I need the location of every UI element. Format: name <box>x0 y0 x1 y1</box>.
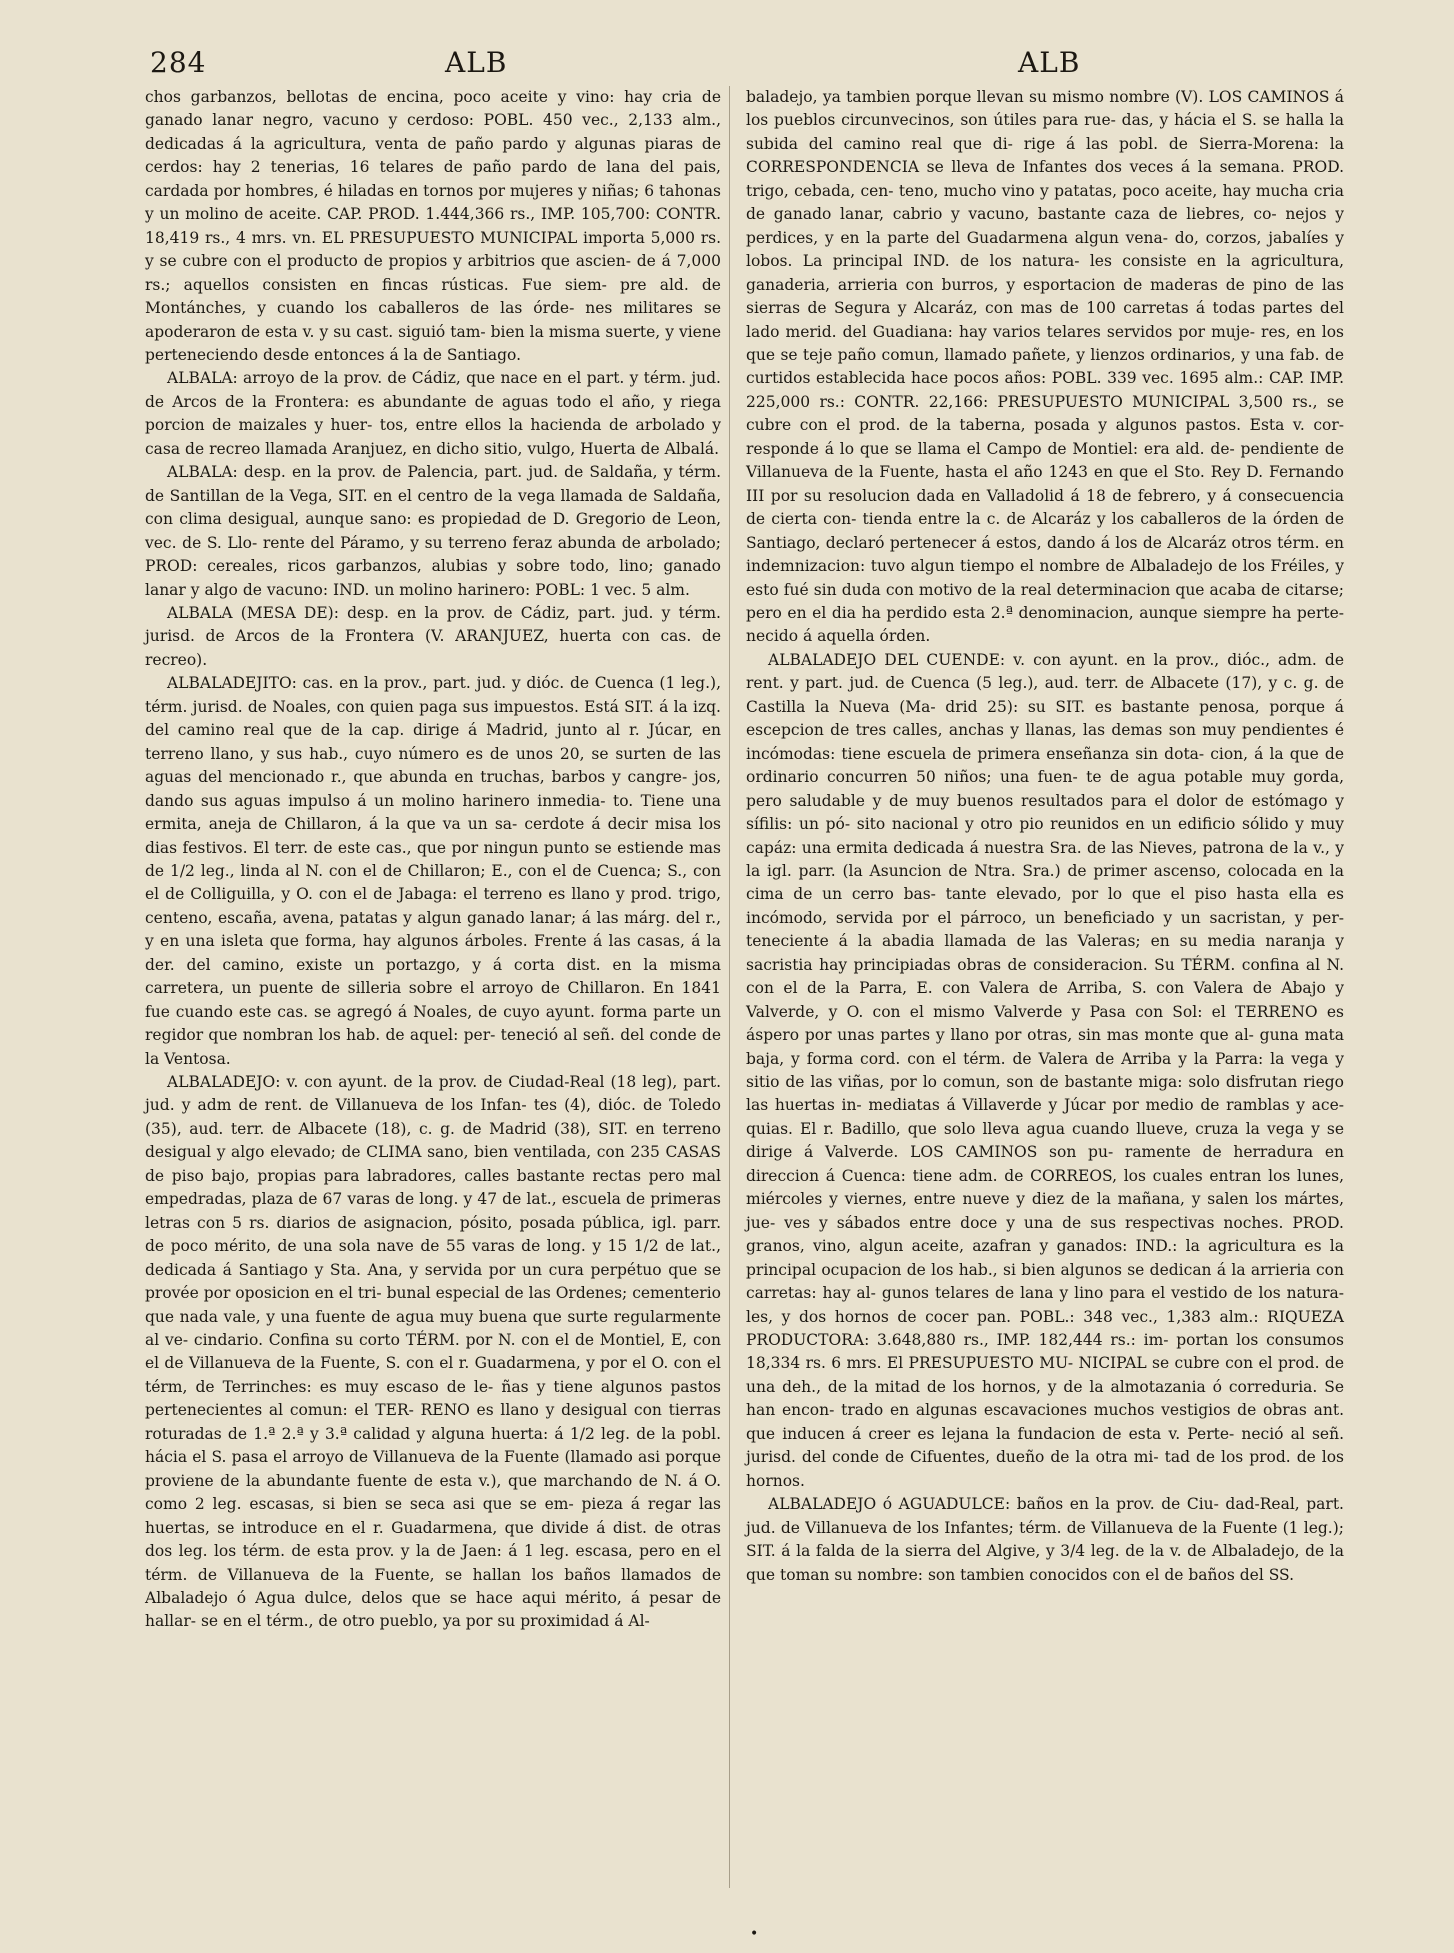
entry-albala-arroyo: ALBALA: arroyo de la prov. de Cádiz, que nace en el part. y térm. jud. de Arcos de la Frontera: es abundante de aguas todo el año, y riega porcion de maizales y huer- tos, entre ellos la hacienda de arbolado y casa de recreo llamada Aranjuez, en dicho sitio, vulgo, Huerta de Albalá. <box>145 369 721 458</box>
entry-albala-desp: ALBALA: desp. en la prov. de Palencia, part. jud. de Saldaña, y térm. de Santillan de la Vega, SIT. en el centro de la vega llamada de Saldaña, con clima desigual, aunque sano: es propiedad de D. Gregorio de Leon, vec. de S. Llo- rente del Páramo, y su terreno feraz abunda de arbolado; PROD: cereales, ricos garbanzos, alubias y sobre todo, lino; ganado lanar y algo de vacuno: IND. un molino harinero: POBL: 1 vec. 5 alm. <box>145 463 721 599</box>
page-number: 284 <box>150 46 207 79</box>
entry-albaladejo: ALBALADEJO: v. con ayunt. de la prov. de Ciudad-Real (18 leg), part. jud. y adm de rent. de Villanueva de los Infan- tes (4), dióc. de Toledo (35), aud. terr. de Albacete (18), c. g. de Madrid (38), SIT. en terreno desigual y algo elevado; de CLIMA sano, bien ventilada, con 235 CASAS de piso bajo, propias para labradores, calles bastante rectas pero mal empedradas, plaza de 67 varas de long. y 47 de lat., escuela de primeras letras con 5 rs. diarios de asignacion, pósito, posada pública, igl. parr. de poco mérito, de una sola nave de 55 varas de long. y 15 1/2 de lat., dedicada á Santiago y Sta. Ana, y servida por un cura perpétuo que se provée por oposicion en el tri- bunal especial de las Ordenes; cementerio que nada vale, y una fuente de agua muy buena que surte regularmente al ve- cindario. Confina su corto TÉRM. por N. con el de Montiel, E, con el de Villanueva de la Fuente, S. con el r. Guadarmena, y por el O. con el térm, de Terrinches: es muy escaso de le- ñas y tiene algunos pastos pertenecientes al comun: el TER- RENO es llano y desigual con tierras roturadas de 1.ª 2.ª y 3.ª calidad y alguna huerta: á 1/2 leg. de la pobl. hácia el S. pasa el arroyo de Villanueva de la Fuente (llamado asi porque proviene de la abundante fuente de esta v.), que marchando de N. á O. como 2 leg. escasas, si bien se seca asi que se em- pieza á regar las huertas, se introduce en el r. Guadarmena, que divide á dist. de otras dos leg. los térm. de esta prov. y la de Jaen: á 1 leg. escasa, pero en el térm. de Villanueva de la Fuente, se hallan los baños llamados de Albaladejo ó Agua dulce, delos que se hace aqui mérito, á pesar de hallar- se en el térm., de otro pueblo, ya por su proximidad á Al- <box>145 1073 721 1631</box>
running-head-right: ALB <box>1018 46 1081 79</box>
column-divider <box>729 86 730 1888</box>
footer-mark: • <box>750 1926 759 1942</box>
entry-albaladejo-aguadulce: ALBALADEJO ó AGUADULCE: baños en la prov. de Ciu- dad-Real, part. jud. de Villanueva de los Infantes; térm. de Villanueva de la Fuente (1 leg.); SIT. á la falda de la sierra del Algive, y 3/4 leg. de la v. de Albaladejo, de la que toman su nombre: son tambien conocidos con el de baños del SS. <box>746 1495 1344 1584</box>
right-column <box>746 86 1344 1587</box>
paragraph: baladejo, ya tambien porque llevan su mismo nombre (V). LOS CAMINOS á los pueblos circunvecinos, son útiles para rue- das, y hácia el S. se halla la subida del camino real que di- rige á las pobl. de Sierra-Morena: la CORRESPONDENCIA se lleva de Infantes dos veces á la semana. PROD. trigo, cebada, cen- teno, mucho vino y patatas, poco aceite, hay mucha cria de ganado lanar, cabrio y vacuno, bastante caza de liebres, co- nejos y perdices, y en la parte del Guadarmena algun vena- do, corzos, jabalíes y lobos. La principal IND. de los natura- les consiste en la agricultura, ganaderia, arrieria con burros, y esportacion de maderas de pino de las sierras de Segura y Alcaráz, con mas de 100 carretas á todas partes del lado merid. del Guadiana: hay varios telares servidos por muje- res, en los que se teje paño comun, llamado pañete, y lienzos ordinarios, y una fab. de curtidos establecida hace pocos años: POBL. 339 vec. 1695 alm.: CAP. IMP. 225,000 rs.: CONTR. 22,166: PRESUPUESTO MUNICIPAL 3,500 rs., se cubre con el prod. de la taberna, posada y algunos pastos. Esta v. cor- responde á lo que se llama el Campo de Montiel: era ald. de- pendiente de Villanueva de la Fuente, hasta el año 1243 en que el Sto. Rey D. Fernando III por su resolucion dada en Valladolid á 18 de febrero, y á consecuencia de cierta con- tienda entre la c. de Alcaráz y los caballeros de la órden de Santiago, declaró pertenecer á estos, dando á los de Alcaráz otros térm. en indemnizacion: tuvo algun tiempo el nombre de Albaladejo de los Fréiles, y esto fué sin duda con motivo de la real determinacion que acaba de citarse; pero en el dia ha perdido esta 2.ª denominacion, aunque siempre ha perte- necido á aquella órden. <box>746 88 1344 646</box>
entry-albaladejito: ALBALADEJITO: cas. en la prov., part. jud. y dióc. de Cuenca (1 leg.), térm. jurisd. de Noales, con quien paga sus impuestos. Está SIT. á la izq. del camino real que de la cap. dirige á Madrid, junto al r. Júcar, en terreno llano, y sus hab., cuyo número es de unos 20, se surten de las aguas del mencionado r., que abunda en truchas, barbos y cangre- jos, dando sus aguas impulso á un molino harinero inmedia- to. Tiene una ermita, aneja de Chillaron, á la que va un sa- cerdote á decir misa los dias festivos. El terr. de este cas., que por ningun punto se estiende mas de 1/2 leg., linda al N. con el de Chillaron; E., con el de Cuenca; S., con el de Colliguilla, y O. con el de Jabaga: el terreno es llano y prod. trigo, centeno, escaña, avena, patatas y algun ganado lanar; á las márg. del r., y en una isleta que forma, hay algunos árboles. Frente á las casas, á la der. del camino, existe un portazgo, y á corta dist. en la misma carretera, un puente de silleria sobre el arroyo de Chillaron. En 1841 fue cuando este cas. se agregó á Noales, de cuyo ayunt. forma parte un regidor que nombran los hab. de aquel: per- teneció al señ. del conde de la Ventosa. <box>145 674 721 1068</box>
entry-albaladejo-del-cuende: ALBALADEJO DEL CUENDE: v. con ayunt. en la prov., dióc., adm. de rent. y part. jud. de Cuenca (5 leg.), aud. terr. de Albacete (17), y c. g. de Castilla la Nueva (Ma- drid 25): su SIT. es bastante penosa, porque á escepcion de tres calles, anchas y llanas, las demas son muy pendientes é incómodas: tiene escuela de primera enseñanza sin dota- cion, á la que de ordinario concurren 50 niños; una fuen- te de agua potable muy gorda, pero saludable y de muy buenos resultados para el dolor de estómago y sífilis: un pó- sito nacional y otro pio reunidos en un edificio sólido y muy capáz: una ermita dedicada á nuestra Sra. de las Nieves, patrona de la v., y la igl. parr. (la Asuncion de Ntra. Sra.) de primer ascenso, colocada en la cima de un cerro bas- tante elevado, por lo que el piso hasta ella es incómodo, servida por el párroco, un beneficiado y un sacristan, y per- teneciente á la abadia llamada de las Valeras; en su media naranja y sacristia hay principiadas obras de consideracion. Su TÉRM. confina al N. con el de la Parra, E. con Valera de Arriba, S. con Valera de Abajo y Valverde, y O. con el mismo Valverde y Pasa con Sol: el TERRENO es áspero por unas partes y llano por otras, sin mas monte que al- guna mata baja, y forma cord. con el térm. de Valera de Arriba y la Parra: la vega y sitio de las viñas, por lo comun, son de bastante miga: solo disfrutan riego las huertas in- mediatas á Villaverde y Júcar por medio de ramblas y ace- quias. El r. Badillo, que solo lleva agua cuando llueve, cruza la vega y se dirige á Valverde. LOS CAMINOS son pu- ramente de herradura en direccion á Cuenca: tiene adm. de CORREOS, los cuales entran los lunes, miércoles y viernes, entre nueve y diez de la mañana, y salen los mártes, jue- ves y sábados entre doce y una de sus respectivas noches. PROD. granos, vino, algun aceite, azafran y ganados: IND.: la agricultura es la principal ocupacion de los hab., si bien algunos se dedican á la arrieria con carretas: hay al- gunos telares de lana y lino para el vestido de los natura- les, y dos hornos de cocer pan. POBL.: 348 vec., 1,383 alm.: RIQUEZA PRODUCTORA: 3.648,880 rs., IMP. 182,444 rs.: im- portan los consumos 18,334 rs. 6 mrs. El PRESUPUESTO MU- NICIPAL se cubre con el prod. de una deh., de la mitad de los hornos, y de la almotazania ó correduria. Se han encon- trado en algunas escavaciones muchos vestigios de obras ant. que inducen á creer es lejana la fundacion de esta v. Perte- neció al señ. jurisd. del conde de Cifuentes, dueño de la otra mi- tad de los prod. de los hornos. <box>746 650 1344 1490</box>
entry-albala-mesa: ALBALA (MESA DE): desp. en la prov. de Cádiz, part. jud. y térm. jurisd. de Arcos de la Frontera (V. ARANJUEZ, huerta con cas. de recreo). <box>145 603 721 669</box>
running-head-left: ALB <box>445 46 508 79</box>
paragraph: chos garbanzos, bellotas de encina, poco aceite y vino: hay cria de ganado lanar negro, vacuno y cerdoso: POBL. 450 vec., 2,133 alm., dedicadas á la agricultura, venta de paño pardo y algunas piaras de cerdos: hay 2 tenerias, 16 telares de paño pardo de lana del pais, cardada por hombres, é hiladas en tornos por mujeres y niñas; 6 tahonas y un molino de aceite. CAP. PROD. 1.444,366 rs., IMP. 105,700: CONTR. 18,419 rs., 4 mrs. vn. EL PRESUPUESTO MUNICIPAL importa 5,000 rs. y se cubre con el producto de propios y arbitrios que ascien- de á 7,000 rs.; aquellos consisten en fincas rústicas. Fue siem- pre ald. de Montánches, y cuando los caballeros de las órde- nes militares se apoderaron de esta v. y su cast. siguió tam- bien la misma suerte, y viene perteneciendo desde entonces á la de Santiago. <box>145 88 721 364</box>
left-column <box>145 86 721 1634</box>
